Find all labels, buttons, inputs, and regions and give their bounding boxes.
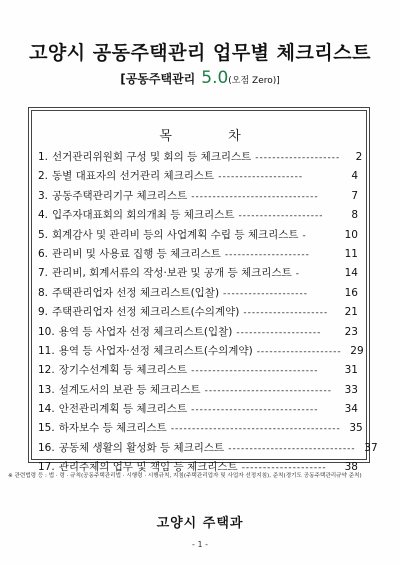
subtitle-prefix: [공동주택관리 (120, 72, 196, 86)
toc-item-number: 12. (38, 364, 55, 377)
toc-item-number: 1. (38, 151, 49, 163)
toc-item-label: 관리비 및 사용료 집행 등 체크리스트 (52, 247, 221, 260)
toc-item-label: 주택관리업자 선정 체크리스트(입찰) (52, 286, 220, 299)
toc-item-number: 4. (38, 209, 49, 222)
toc-item-leader: ------------------------------ (191, 191, 319, 202)
toc-item-page: 33 (344, 383, 358, 396)
toc-item-page: 14 (344, 267, 358, 280)
toc-item-page: 2 (355, 151, 363, 163)
toc-item-label: 관리주체의 업무 및 책임 등 체크리스트 (58, 461, 238, 474)
toc-item-page: 34 (344, 403, 358, 416)
toc-item-leader: ------------------------------ (228, 443, 356, 454)
toc-item-page: 8 (351, 209, 358, 222)
toc-item-number: 10. (38, 325, 55, 338)
toc-item-number: 14. (38, 403, 55, 416)
toc-item-number: 2. (38, 170, 49, 183)
organization-name: 고양시 주택과 (156, 516, 244, 531)
toc-item-leader: -------------------- (241, 463, 327, 474)
toc-item-leader: ------------------------------ (191, 366, 319, 377)
toc-item-number: 3. (38, 189, 49, 202)
toc-item-number: 17. (38, 461, 55, 474)
toc-item-leader: -------------------- (224, 249, 310, 260)
toc-item-page: 21 (344, 306, 358, 319)
toc-item[interactable] (38, 207, 358, 226)
toc-item-page: 4 (351, 170, 358, 183)
toc-item-number: 13. (38, 383, 55, 396)
toc-item[interactable] (38, 362, 358, 381)
toc-item-label: 하자보수 등 체크리스트 (58, 422, 167, 435)
toc-item[interactable] (38, 304, 358, 323)
toc-item[interactable] (38, 401, 358, 420)
toc-item-page: 16 (344, 286, 358, 299)
toc-item-label: 안전관리계획 등 체크리스트 (58, 403, 188, 416)
toc-item-label: 용역 등 사업자·선정 체크리스트(수의계약) (58, 344, 253, 357)
toc-item-label: 입주자대표회의 회의개최 등 체크리스트 (52, 209, 235, 222)
toc-item-page: 38 (344, 461, 358, 474)
toc-item[interactable] (38, 246, 358, 265)
toc-item-page: 35 (349, 422, 363, 435)
toc-item[interactable] (38, 227, 358, 246)
toc-item-number: 5. (38, 228, 49, 241)
toc-item-page: 31 (344, 364, 358, 377)
toc-item-page: 7 (351, 189, 358, 202)
toc-item[interactable] (38, 420, 363, 439)
toc-item-label: 주택관리업자 선정 체크리스트(수의계약) (52, 306, 240, 319)
toc-item-label: 공동주택관리기구 체크리스트 (52, 189, 188, 202)
toc-item-label: 설계도서의 보관 등 체크리스트 (58, 383, 201, 396)
toc-item-page: 23 (344, 325, 358, 338)
toc-item-label: 동별 대표자의 선거관리 체크리스트 (52, 170, 215, 183)
toc-item[interactable] (38, 324, 358, 343)
toc-item[interactable] (38, 285, 358, 304)
toc-heading: 목 차 (159, 129, 267, 144)
toc-item-number: 6. (38, 247, 49, 260)
toc-item-leader: - (295, 269, 300, 280)
toc-item-page: 11 (344, 247, 358, 260)
subtitle-suffix: (오점 Zero)] (228, 76, 280, 86)
toc-item-leader: ------------------------------ (191, 405, 319, 416)
toc-item-page: 37 (364, 441, 378, 454)
toc-item-label: 장기수선계획 등 체크리스트 (58, 364, 188, 377)
toc-item-leader: ---------------------------------------- (170, 424, 341, 435)
toc-item-number: 9. (38, 306, 49, 319)
toc-item-number: 11. (38, 344, 55, 357)
toc-item[interactable] (38, 149, 363, 168)
toc-item-number: 15. (38, 422, 55, 435)
toc-item-number: 7. (38, 267, 49, 280)
toc-item-leader: - (302, 230, 307, 241)
toc-item[interactable] (38, 188, 358, 207)
page-number: - 1 - (192, 540, 208, 549)
toc-item-label: 회계감사 및 관리비 등의 사업계획 수립 등 체크리스트 (52, 228, 299, 241)
toc-item-label: 공동체 생활의 활성화 등 체크리스트 (58, 441, 225, 454)
document-title: 고양시 공동주택관리 업무별 체크리스트 (29, 42, 371, 64)
document-subtitle (0, 68, 400, 88)
toc-item-label: 관리비, 회계서류의 작성·보관 및 공개 등 체크리스트 (52, 267, 292, 280)
toc-item-page: 10 (344, 228, 358, 241)
toc-item-label: 용역 등 사업자 선정 체크리스트(입찰) (58, 325, 233, 338)
toc-item-leader: -------------------- (256, 346, 342, 357)
footnote: ※ 관련법령 등 : 법 · 령 · 규칙(공동주택관리법 · 시행령 · 시행규칙, 지침(주택관리업자 및 사업자 선정지침), 준칙(경기도 공동주택관리규약 준칙) (8, 473, 362, 479)
toc-item-number: 16. (38, 441, 55, 454)
toc-item[interactable] (38, 343, 364, 362)
toc-item-page: 29 (350, 344, 364, 357)
toc-item-label: 선거관리위원회 구성 및 회의 등 체크리스트 (52, 151, 252, 163)
toc-item-leader: -------------------- (243, 308, 329, 319)
toc-item-leader: -------------------- (255, 153, 341, 163)
toc-item-leader: -------------------- (218, 172, 304, 183)
toc-item-number: 8. (38, 286, 49, 299)
toc-item-leader: ------------------------------ (204, 385, 333, 396)
toc-item[interactable] (38, 168, 358, 187)
toc-item-leader: -------------------- (223, 288, 308, 299)
toc-item[interactable] (38, 382, 358, 401)
toc-item-leader: -------------------- (238, 211, 324, 222)
toc-item-leader: -------------------- (236, 327, 322, 338)
version-number: 5.0 (201, 68, 229, 88)
table-of-contents (38, 149, 378, 479)
toc-item[interactable] (38, 440, 378, 459)
toc-item[interactable] (38, 265, 358, 284)
